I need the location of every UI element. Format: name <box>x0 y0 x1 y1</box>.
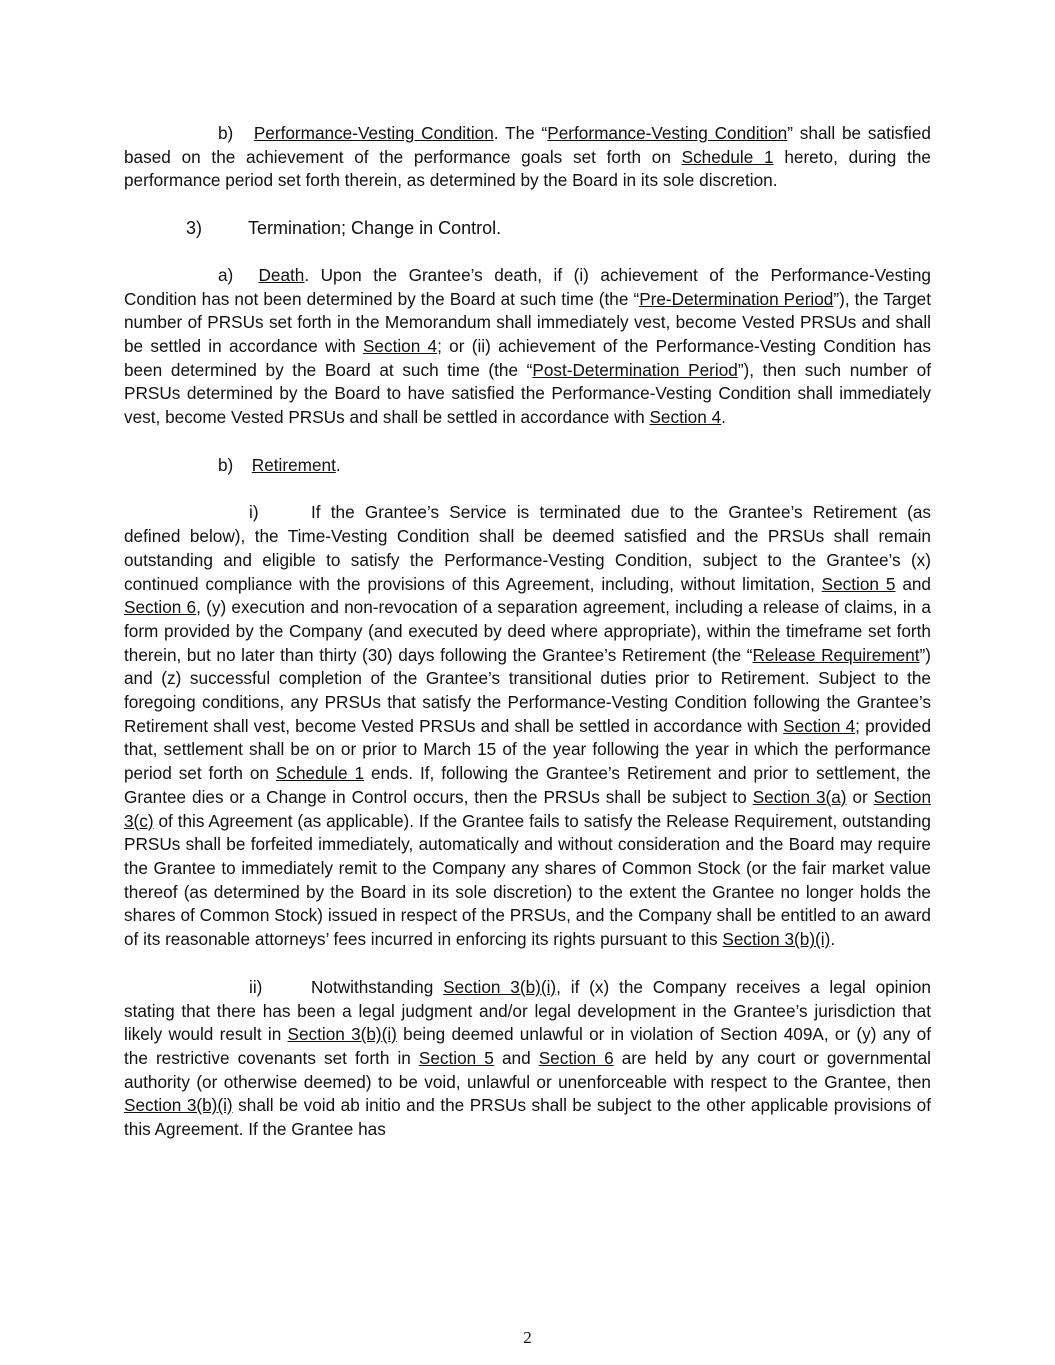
document-page <box>124 122 931 1142</box>
cross-reference: Section 3(b)(i) <box>124 1095 233 1116</box>
cross-reference: Section 3(b)(i) <box>443 976 557 997</box>
text-run: If the Grantee’s Service is terminated due to the Grantee’s Retirement (as defined below), the Time-Vesting Condition shall be deemed satisfied and the PRSUs shall remain outstanding and eligible to satisfy the Performance-Vesting Condition, subject to the Grantee’s (x) continued compliance with the provisions of this Agreement, including, without limitation, <box>124 502 931 594</box>
section-heading-termination <box>124 217 931 241</box>
paragraph-retirement-ii <box>124 976 931 1142</box>
cross-reference: Schedule 1 <box>681 146 774 167</box>
text-run: being deemed unlawful or in violation of Section 409A, or (y) any of the restrictive covenants set forth in <box>124 1024 931 1068</box>
cross-reference: Section 4 <box>783 715 856 736</box>
page-number: 2 <box>523 1328 532 1347</box>
defined-term: Post-Determination Period <box>532 359 738 380</box>
text-run: . <box>830 929 836 950</box>
text-run: Notwithstanding <box>311 976 444 997</box>
cross-reference: Section 5 <box>418 1047 494 1068</box>
cross-reference: Section 4 <box>362 335 438 356</box>
text-run: are held by any court or governmental authority (or otherwise deemed) to be void, unlawful or unenforceable with respect to the Grantee, then <box>124 1047 931 1092</box>
text-run: ”), the Target number of PRSUs set forth in the Memorandum shall immediately vest, become Vested PRSUs and shall be settled in accordance with <box>124 288 932 356</box>
text-run: and <box>493 1047 539 1068</box>
cross-reference: Section 3(c) <box>124 786 931 831</box>
text-run: , (y) execution and non-revocation of a separation agreement, including a release of claims, in a form provided by the Company (and executed by deed where appropriate), within the timeframe set forth therein, but no later than thirty (30) days following the Grantee’s Retirement (the “ <box>124 597 931 665</box>
defined-term: Performance-Vesting Condition <box>547 123 788 143</box>
section-title: Performance-Vesting Condition <box>253 123 494 143</box>
text-run: ; provided that, settlement shall be on or prior to March 15 of the year following the year in which the performance period set forth on <box>124 715 931 784</box>
defined-term: Pre-Determination Period <box>639 288 834 309</box>
cross-reference: Section 3(b)(i) <box>722 929 831 950</box>
text-run: , if (x) the Company receives a legal opinion stating that there has been a legal judgment and/or legal development in the Grantee’s jurisdiction that likely would result in <box>124 976 931 1045</box>
paragraph-retirement-i <box>124 501 931 951</box>
text-run: . Upon the Grantee’s death, if (i) achievement of the Performance-Vesting Condition has not been determined by the Board at such time (the “ <box>124 264 931 309</box>
item-label: ii) <box>249 976 263 997</box>
text-run: ” shall be satisfied based on the achievement of the performance goals set forth on <box>124 123 931 167</box>
text-run: ; or (ii) achievement of the Performance-Vesting Condition has been determined by the Board at such time (the “ <box>124 335 931 380</box>
text-run: or <box>846 786 874 807</box>
cross-reference: Section 5 <box>821 573 896 594</box>
cross-reference: Section 4 <box>649 407 722 428</box>
section-number: 3) <box>186 218 203 239</box>
paragraph-retirement-heading <box>124 454 931 478</box>
item-label: b) <box>218 454 234 475</box>
text-run: hereto, during the performance period set forth therein, as determined by the Board in its sole discretion. <box>124 146 931 191</box>
cross-reference: Section 3(a) <box>752 786 847 807</box>
cross-reference: Section 6 <box>124 597 197 618</box>
text-run: ”) and (z) successful completion of the Grantee’s transitional duties prior to Retirement. Subject to the foregoing conditions, any PRSUs that satisfy the Performance-Vesting Condition following the Grantee’s Retirement shall vest, become Vested PRSUs and shall be settled in accordance with <box>124 644 931 736</box>
section-heading-text: Termination; Change in Control. <box>248 218 502 239</box>
text-run: of this Agreement (as applicable). If the Grantee fails to satisfy the Release Requirement, outstanding PRSUs shall be forfeited immediately, automatically and without consideration and the Board may require the Grantee to immediately remit to the Company any shares of Common Stock (or the fair market value thereof (as determined by the Board in its sole discretion) to the extent the Grantee no longer holds the shares of Common Stock) issued in respect of the PRSUs, and the Company shall be entitled to an award of its reasonable attorneys’ fees incurred in enforcing its rights pursuant to this <box>124 810 931 950</box>
cross-reference: Schedule 1 <box>275 763 365 784</box>
text-run: and <box>895 573 931 594</box>
section-title: Death <box>258 264 305 285</box>
cross-reference: Section 6 <box>538 1047 614 1068</box>
paragraph-death <box>124 264 931 430</box>
item-label: a) <box>218 264 234 285</box>
defined-term: Release Requirement <box>752 644 920 665</box>
text-run: . <box>335 454 341 475</box>
text-run: . <box>721 407 726 428</box>
item-label: b) <box>218 123 234 143</box>
section-title: Retirement <box>251 454 336 475</box>
cross-reference: Section 3(b)(i) <box>287 1024 397 1045</box>
text-run: ”), then such number of PRSUs determined by the Board to have satisfied the Performance-Vesting Condition shall immediately vest, become Vested PRSUs and shall be settled in accordance with <box>124 359 931 428</box>
item-label: i) <box>249 502 259 523</box>
text-run: . The “ <box>493 123 548 143</box>
text-run: ends. If, following the Grantee’s Retirement and prior to settlement, the Grantee dies or a Change in Control occurs, then the PRSUs shall be subject to <box>124 763 931 807</box>
paragraph-performance-vesting <box>124 122 931 193</box>
text-run: shall be void ab initio and the PRSUs shall be subject to the other applicable provisions of this Agreement. If the Grantee has <box>124 1095 932 1140</box>
